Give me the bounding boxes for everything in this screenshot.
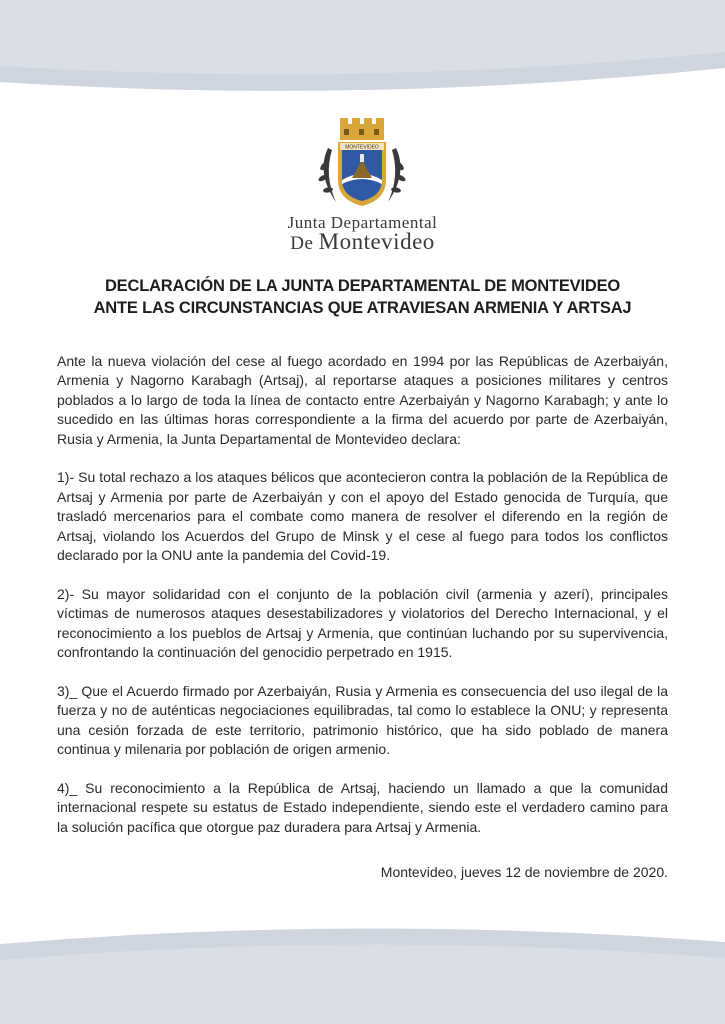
- paragraph-point-4: 4)_ Su reconocimiento a la República de Artsaj, haciendo un llamado a que la comunidad internacional respete su estatus de Estado independiente, siendo este el verdadero camino para la solución pacífica que otorgue paz duradera para Artsaj y Armenia.: [57, 779, 668, 835]
- coat-of-arms-icon: [306, 118, 418, 214]
- crest-banner-text: MONTEVIDEO: [345, 144, 379, 151]
- paragraph-point-2: 2)- Su mayor solidaridad con el conjunto de la población civil (armenia y azerí), principales víctimas de numerosos ataques desestabilizadores y violatorios del Derecho Internacional, y el reconocimiento a los pueblos de Artsaj y Armenia, que continúan luchando por su supervivencia, confrontando la continuación del genocidio perpetrado en 1915.: [57, 585, 668, 661]
- header-swoosh: [0, 0, 725, 120]
- organization-line2: [0, 229, 725, 255]
- organization-line2-prefix: De: [290, 233, 314, 254]
- declaration-title: [40, 275, 685, 319]
- paragraph-point-1: 1)- Su total rechazo a los ataques bélicos que acontecieron contra la población de la República de Artsaj y Armenia por parte de Azerbaiyán y con el apoyo del Estado genocida de Turquía, que trasladó mercenarios para el combate como manera de resolver el diferendo en la región de Artsaj, violando los Acuerdos del Grupo de Minsk y el cese al fuego para todos los conflictos declarado por la ONU ante la pandemia del Covid-19.: [57, 469, 668, 564]
- paragraph-point-3: 3)_ Que el Acuerdo firmado por Azerbaiyán, Rusia y Armenia es consecuencia del uso ilegal de la fuerza y no de auténticas negociaciones equilibradas, tal como lo establece la ONU; y representa una cesión forzada de este territorio, patrimonio histórico, que ha sido poblado de manera continua y milenaria por población de origen armenio.: [57, 682, 668, 758]
- paragraph-intro: Ante la nueva violación del cese al fuego acordado en 1994 por las Repúblicas de Azerbaiyán, Armenia y Nagorno Karabagh (Artsaj), al reportarse ataques a posiciones militares y centros poblados a lo largo de toda la línea de contacto entre Azerbaiyán y Nagorno Karabagh; y ante lo sucedido en las últimas horas correspondiente a la firma del acuerdo por parte de Azerbaiyán, Rusia y Armenia, la Junta Departamental de Montevideo declara:: [57, 353, 668, 447]
- signature-date: Montevideo, jueves 12 de noviembre de 2020.: [380, 864, 668, 880]
- declaration-body: [57, 352, 668, 856]
- title-line1: DECLARACIÓN DE LA JUNTA DEPARTAMENTAL DE MONTEVIDEO: [104, 277, 621, 295]
- footer-swoosh: [0, 904, 725, 1024]
- organization-line1: Junta Departamental: [287, 213, 438, 232]
- organization-line2-main: Montevideo: [318, 229, 435, 254]
- title-line2: ANTE LAS CIRCUNSTANCIAS QUE ATRAVIESAN ARMENIA Y ARTSAJ: [93, 299, 632, 317]
